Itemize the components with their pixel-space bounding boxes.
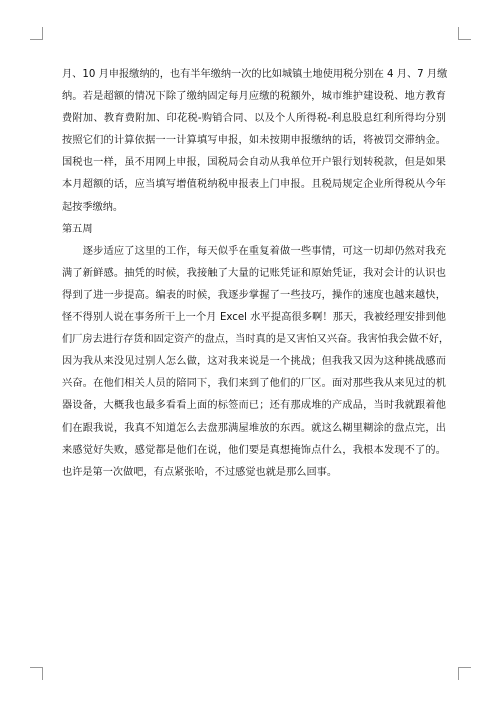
text-line: 满了新鲜感。抽凭的时候，我接触了大量的记账凭证和原始凭证，我对会计的认识也 — [62, 267, 446, 279]
text-line: 国税也一样，虽不用网上申报，国税局会自动从我单位开户银行划转税款，但是如果 — [62, 157, 446, 169]
text-line: 费附加、教育费附加、印花税-购销合同、以及个人所得税-利息股息红利所得均分别 — [62, 113, 446, 125]
paragraph-week-five — [62, 241, 450, 484]
text-line: 来感觉好失败，感觉都是他们在说，他们要是真想掩饰点什么，我根本发现不了的。 — [62, 444, 446, 456]
text-line: 兴奋。在他们相关人员的陪同下，我们来到了他们的厂区。面对那些我从来见过的机 — [62, 378, 446, 390]
text-line: 月、10 月申报缴纳的，也有半年缴纳一次的比如城镇土地使用税分别在 4 月、7 月缴 — [62, 69, 448, 80]
text-line: 得到了进一步提高。编表的时候，我逐步掌握了一些技巧，操作的速度也越来越快， — [62, 289, 446, 301]
text-line: 因为我从来没见过别人怎么做，这对我来说是一个挑战；但我我又因为这种挑战感而 — [62, 356, 446, 368]
text-line: 逐步适应了这里的工作，每天似乎在重复着做一些事情，可这一切却仍然对我充 — [62, 245, 446, 257]
crop-mark-bottom-right — [458, 667, 471, 680]
crop-mark-bottom-left — [30, 667, 43, 680]
crop-mark-top-right — [458, 27, 471, 40]
section-heading: 第五周 — [62, 223, 93, 235]
text-line: 们厂房去进行存货和固定资产的盘点，当时真的是又害怕又兴奋。我害怕我会做不好， — [62, 334, 450, 346]
paragraph-tax-filing — [62, 64, 446, 219]
text-line: 怪不得别人说在事务所干上一个月 Excel 水平提高很多啊！那天，我被经理安排到他 — [62, 312, 446, 324]
document-body — [62, 64, 450, 484]
crop-mark-top-left — [30, 27, 43, 40]
text-line: 们在跟我说，我真不知道怎么去盘那满屋堆放的东西。就这么糊里糊涂的盘点完，出 — [62, 422, 446, 434]
text-line: 也许是第一次做吧，有点紧张哈，不过感觉也就是那么回事。 — [62, 466, 338, 478]
text-line: 起按季缴纳。 — [62, 201, 124, 213]
text-line: 按照它们的计算依据一一计算填写申报，如未按期申报缴纳的话，将被罚交滞纳金。 — [62, 135, 446, 147]
text-line: 本月超额的话，应当填写增值税纳税申报表上门申报。且税局规定企业所得税从今年 — [62, 179, 446, 191]
text-line: 器设备，大概我也最多看看上面的标签而已；还有那成堆的产成品，当时我就跟着他 — [62, 400, 446, 412]
text-line: 纳。若是超额的情况下除了缴纳固定每月应缴的税额外，城市维护建设税、地方教育 — [62, 91, 446, 103]
